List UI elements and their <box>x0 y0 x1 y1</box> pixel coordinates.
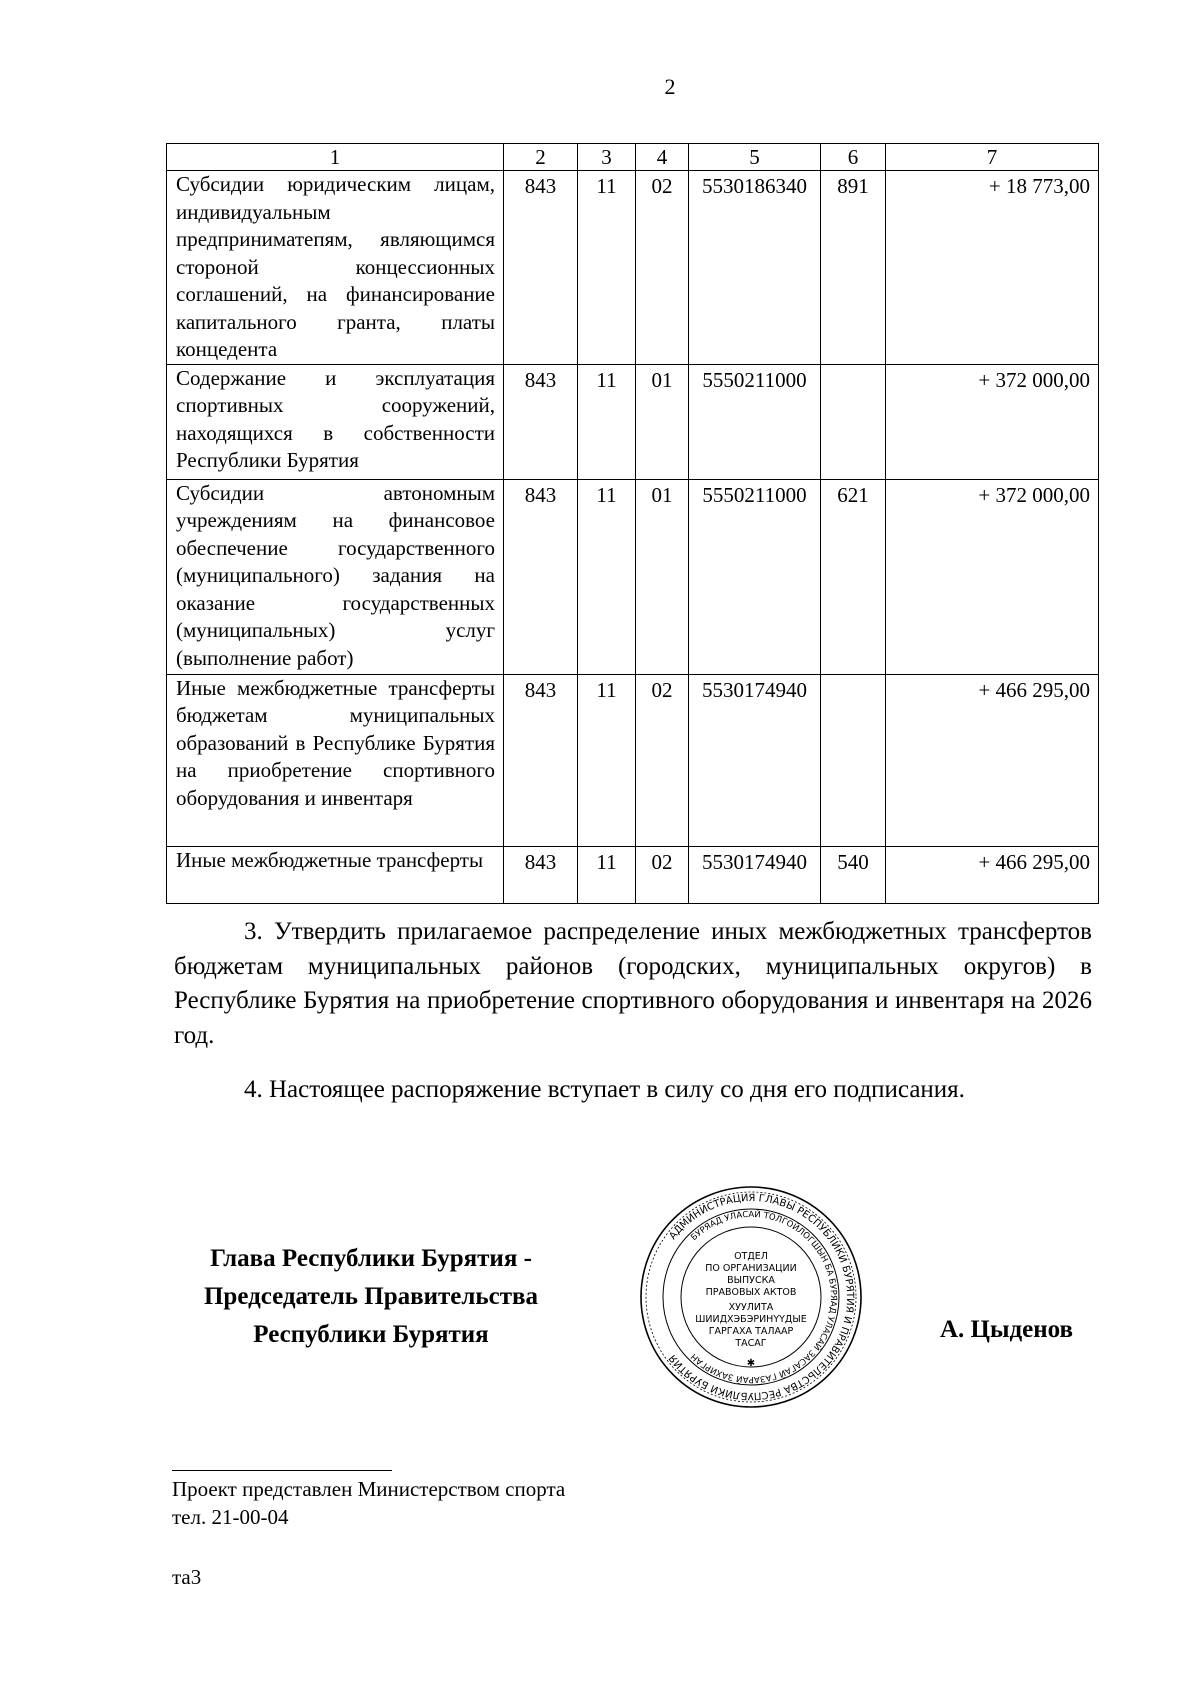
row-target-article: 5530174940 <box>689 846 821 903</box>
official-seal-icon <box>636 1182 866 1412</box>
row-name: Иные межбюджетные трансферты бюджетам муниципальных образований в Республике Бурятия на приобретение спортивного оборудования и инвентаря <box>167 674 504 846</box>
seal-center-line: ПО ОРГАНИЗАЦИИ <box>705 1263 797 1274</box>
row-subsection: 02 <box>636 171 689 365</box>
row-target-article: 5550211000 <box>689 364 821 479</box>
row-section: 11 <box>578 479 636 674</box>
page-number: 2 <box>664 74 676 99</box>
row-ministry-code: 843 <box>504 364 578 479</box>
seal-center-line: ТАСАГ <box>735 1338 767 1349</box>
row-ministry-code: 843 <box>504 674 578 846</box>
table-row <box>167 171 1099 365</box>
row-target-article: 5550211000 <box>689 479 821 674</box>
row-subsection: 01 <box>636 479 689 674</box>
column-header: 3 <box>578 144 636 171</box>
signature-title-line: Председатель Правительства <box>203 1283 539 1310</box>
row-subsection: 01 <box>636 364 689 479</box>
row-ministry-code: 843 <box>504 846 578 903</box>
row-expense-type <box>821 674 886 846</box>
column-header: 5 <box>689 144 821 171</box>
footnote-line: тел. 21-00-04 <box>172 1505 289 1529</box>
table-row <box>167 846 1099 903</box>
row-section: 11 <box>578 171 636 365</box>
table-row <box>167 364 1099 479</box>
row-target-article: 5530186340 <box>689 171 821 365</box>
row-target-article: 5530174940 <box>689 674 821 846</box>
row-subsection: 02 <box>636 846 689 903</box>
row-expense-type: 540 <box>821 846 886 903</box>
paragraph-4: 4. Настоящее распоряжение вступает в силу со дня его подписания. <box>244 1076 965 1103</box>
column-header: 2 <box>504 144 578 171</box>
row-name: Содержание и эксплуатация спортивных сооружений, находящихся в собственности Республики Бурятия <box>167 364 504 479</box>
paragraph-3: 3. Утвердить прилагаемое распределение иных межбюджетных трансфертов бюджетам муниципальных районов (городских, муниципальных округов) в Республике Бурятия на приобретение спортивного оборудования и инвентаря на 2026 год. <box>174 918 1092 1049</box>
row-ministry-code: 843 <box>504 479 578 674</box>
signer-name: А. Цыденов <box>940 1316 1074 1343</box>
row-amount: + 466 295,00 <box>886 674 1099 846</box>
row-section: 11 <box>578 364 636 479</box>
footnote-divider <box>172 1470 392 1471</box>
seal-center-line: ОТДЕЛ <box>734 1251 768 1262</box>
row-amount: + 372 000,00 <box>886 479 1099 674</box>
seal-center-line: ВЫПУСКА <box>727 1275 775 1286</box>
seal-center-line: ГАРГАХА ТАЛААР <box>708 1326 794 1337</box>
table-header-row <box>167 144 1099 171</box>
row-ministry-code: 843 <box>504 171 578 365</box>
table-row <box>167 674 1099 846</box>
footnote-line: Проект представлен Министерством спорта <box>172 1477 566 1501</box>
row-expense-type: 621 <box>821 479 886 674</box>
seal-center-line: ПРАВОВЫХ АКТОВ <box>705 1287 797 1298</box>
row-name: Субсидии юридическим лицам, индивидуальным предприниматепям, являющимся стороной концессионных соглашений, на финансирование капитального гранта, платы концедента <box>167 171 504 365</box>
row-subsection: 02 <box>636 674 689 846</box>
seal-center-line: ШИИДХЭБЭРИНҮҮДЫЕ <box>695 1314 807 1325</box>
row-expense-type: 891 <box>821 171 886 365</box>
row-name: Иные межбюджетные трансферты <box>167 846 504 903</box>
column-header: 7 <box>886 144 1099 171</box>
seal-outer-text: АДМИНИСТРАЦИЯ ГЛАВЫ РЕСПУБЛИКИ БУРЯТИЯ И ПРАВИТЕЛЬСТВА РЕСПУБЛИКИ БУРЯТИЯ <box>667 1192 856 1402</box>
column-header: 1 <box>167 144 504 171</box>
signature-title-line: Республики Бурятия <box>253 1321 489 1348</box>
seal-center-line: ХУУЛИТА <box>728 1302 774 1313</box>
row-amount: + 466 295,00 <box>886 846 1099 903</box>
row-section: 11 <box>578 674 636 846</box>
row-amount: + 18 773,00 <box>886 171 1099 365</box>
budget-table <box>166 143 1099 904</box>
signature-title-line: Глава Республики Бурятия - <box>210 1245 532 1272</box>
row-name: Субсидии автономным учреждениям на финансовое обеспечение государственного (муниципального) задания на оказание государственных (муниципальных) услуг (выполнение работ) <box>167 479 504 674</box>
seal-star-icon: ✱ <box>746 1358 756 1369</box>
row-amount: + 372 000,00 <box>886 364 1099 479</box>
document-code: та3 <box>172 1565 202 1589</box>
signature-title <box>172 1240 570 1354</box>
table-row <box>167 479 1099 674</box>
column-header: 4 <box>636 144 689 171</box>
row-expense-type <box>821 364 886 479</box>
footnote <box>172 1475 565 1531</box>
row-section: 11 <box>578 846 636 903</box>
column-header: 6 <box>821 144 886 171</box>
seal-inner-text: БУРЯАД УЛАСАЙ ТОЛГОЙЛОГШЫН БА БУРЯАД УЛАСАЙ ЗАСАГАЙ ГАЗАРАЙ ЗАХИРГАН <box>689 1209 839 1385</box>
